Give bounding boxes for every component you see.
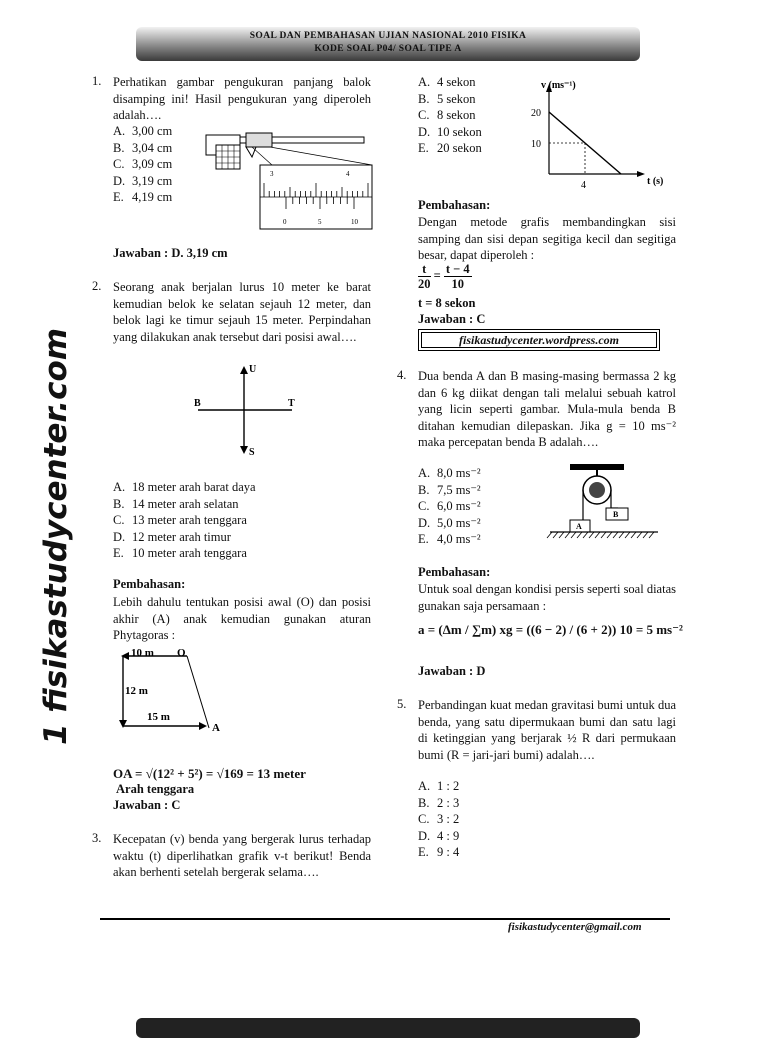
website-box: fisikastudycenter.wordpress.com xyxy=(418,329,660,351)
question-1-options xyxy=(113,123,172,206)
option-letter: B. xyxy=(418,795,430,810)
ground-hatch xyxy=(595,532,600,538)
ground-hatch xyxy=(577,532,582,538)
eq-right-num: t − 4 xyxy=(445,262,470,276)
question-2-answer: Jawaban : C xyxy=(113,798,181,812)
q3-option-e xyxy=(418,140,482,157)
option-text: 12 meter arah timur xyxy=(132,529,231,544)
option-letter: C. xyxy=(418,499,430,513)
pulley-diagram xyxy=(546,462,666,542)
option-letter: E. xyxy=(418,845,429,859)
q2-option-a xyxy=(113,479,256,496)
q5-option-e xyxy=(418,844,459,861)
ground-hatch xyxy=(619,532,624,538)
option-text: 9 : 4 xyxy=(437,845,460,859)
q1-option-a xyxy=(113,123,172,140)
path-label-12m: 12 m xyxy=(125,685,148,697)
ground-hatch xyxy=(613,532,618,538)
ground-hatch xyxy=(583,532,588,538)
graph-tick-10: 10 xyxy=(531,139,541,150)
ground-hatch xyxy=(553,532,558,538)
path-diagram xyxy=(115,644,230,736)
q3-option-c xyxy=(418,107,482,124)
option-letter: A. xyxy=(418,466,431,480)
option-text: 4 : 9 xyxy=(437,828,460,843)
question-2-solution-title: Pembahasan: xyxy=(113,577,186,591)
ground-hatch xyxy=(607,532,612,538)
scale-label-4: 4 xyxy=(346,170,350,178)
compass-west: B xyxy=(194,398,201,409)
option-text: 3,09 cm xyxy=(132,157,173,171)
eq-right-den: 10 xyxy=(451,277,465,291)
footer-bar xyxy=(136,1018,640,1038)
compass-north: U xyxy=(249,364,257,375)
q5-option-c xyxy=(418,811,459,828)
option-text: 7,5 ms⁻² xyxy=(437,482,481,497)
question-3-solution-title: Pembahasan: xyxy=(418,198,491,212)
question-3-answer: Jawaban : C xyxy=(418,312,486,326)
option-text: 18 meter arah barat daya xyxy=(132,480,256,494)
ground-hatch xyxy=(643,532,648,538)
ground-hatch xyxy=(637,532,642,538)
option-text: 4 sekon xyxy=(437,75,476,89)
q1-option-b xyxy=(113,140,172,157)
block-b-label: B xyxy=(613,510,619,519)
option-text: 20 sekon xyxy=(437,141,482,155)
question-4-solution-text: Untuk soal dengan kondisi persis seperti soal diatas gunakan saja persamaan : xyxy=(418,582,676,613)
option-letter: A. xyxy=(113,124,126,138)
option-letter: D. xyxy=(418,515,431,530)
path-label-a: A xyxy=(212,722,220,734)
option-text: 3,19 cm xyxy=(132,173,173,188)
question-4-formula: a = (Δm / ∑m) xg = ((6 − 2) / (6 + 2)) 10 = 5 ms⁻² xyxy=(418,622,683,637)
ground-hatch xyxy=(589,532,594,538)
option-text: 3,00 cm xyxy=(132,124,173,138)
footer-email: fisikastudycenter@gmail.com xyxy=(508,921,642,933)
q3-option-b xyxy=(418,91,482,108)
path-label-10m: 10 m xyxy=(131,647,154,659)
option-text: 10 sekon xyxy=(437,124,482,139)
footer-divider xyxy=(100,918,670,920)
option-text: 4,19 cm xyxy=(132,190,173,204)
question-3-options xyxy=(418,74,482,157)
q2-option-e xyxy=(113,545,256,562)
option-letter: B. xyxy=(113,496,125,511)
option-text: 6,0 ms⁻² xyxy=(437,499,481,513)
path-label-o: O xyxy=(177,647,186,659)
compass-diagram xyxy=(188,362,308,462)
ground-hatch xyxy=(601,532,606,538)
q5-option-a xyxy=(418,778,459,795)
option-letter: E. xyxy=(418,141,429,155)
option-letter: D. xyxy=(113,173,126,188)
vernier-label-5: 5 xyxy=(318,218,322,226)
header-subtitle: KODE SOAL P04/ SOAL TIPE A xyxy=(314,44,462,54)
ground-hatch xyxy=(547,532,552,538)
question-3-equation: $\frac{t}{20}$ = $\frac{t - 4}{10}$ xyxy=(418,262,470,291)
question-3-solution-text: Dengan metode grafis membandingkan sisi samping dan sisi depan segitiga kecil dan segitiga besar, dapat diperoleh : xyxy=(418,215,676,262)
page-header xyxy=(136,27,640,61)
vernier-label-10: 10 xyxy=(351,218,358,226)
option-letter: A. xyxy=(418,75,431,89)
option-text: 4,0 ms⁻² xyxy=(437,532,481,546)
ground-hatch xyxy=(559,532,564,538)
option-text: 3,04 cm xyxy=(132,140,173,155)
option-letter: A. xyxy=(113,480,126,494)
question-1-number: 1. xyxy=(92,74,102,88)
compass-south: S xyxy=(249,447,255,458)
side-watermark: 1 fisikastudycenter.com xyxy=(38,327,74,745)
q4-option-a xyxy=(418,465,481,482)
caliper-diagram xyxy=(200,125,380,233)
q2-option-b xyxy=(113,496,256,513)
q4-option-b xyxy=(418,482,481,499)
question-3-number: 3. xyxy=(92,831,102,845)
option-letter: C. xyxy=(113,157,125,171)
question-4-solution-title: Pembahasan: xyxy=(418,565,491,579)
question-2-solution-text: Lebih dahulu tentukan posisi awal (O) dan posisi akhir (A) anak kemudian gunakan aturan Phytagoras : xyxy=(113,595,371,642)
question-2-formula: OA = √(12² + 5²) = √169 = 13 meter xyxy=(113,766,306,781)
option-letter: D. xyxy=(418,828,431,843)
option-letter: E. xyxy=(418,532,429,546)
option-letter: B. xyxy=(418,482,430,497)
q2-option-c xyxy=(113,512,256,529)
eq-left-den: 20 xyxy=(418,277,431,291)
option-text: 5 sekon xyxy=(437,91,476,106)
option-letter: D. xyxy=(113,529,126,544)
graph-xlabel: t (s) xyxy=(647,176,664,187)
question-1-answer: Jawaban : D. 3,19 cm xyxy=(113,246,228,260)
option-letter: E. xyxy=(113,190,124,204)
option-text: 14 meter arah selatan xyxy=(132,496,239,511)
q5-option-d xyxy=(418,828,459,845)
question-3-text: Kecepatan (v) benda yang bergerak lurus terhadap waktu (t) diperlihatkan grafik v-t berikut! Benda akan berhenti setelah bergerak selama…. xyxy=(113,832,371,879)
block-a-label: A xyxy=(576,522,582,531)
graph-tick-20: 20 xyxy=(531,108,541,119)
q2-option-d xyxy=(113,529,256,546)
option-letter: A. xyxy=(418,779,431,793)
question-5-number: 5. xyxy=(397,697,407,711)
q5-option-b xyxy=(418,795,459,812)
scale-label-3: 3 xyxy=(270,170,274,178)
option-letter: C. xyxy=(113,513,125,527)
graph-tick-4: 4 xyxy=(581,180,586,191)
question-5-text: Perbandingan kuat medan gravitasi bumi untuk dua benda, yang satu dipermukaan bumi dan satu lagi di ketinggian yang berjarak ½ R dari permukaan bumi (R = jari-jari bumi) adalah…. xyxy=(418,698,676,762)
compass-east: T xyxy=(288,398,295,409)
question-2-direction: Arah tenggara xyxy=(116,782,195,796)
question-2-options xyxy=(113,479,256,562)
option-letter: E. xyxy=(113,546,124,560)
ground-hatch xyxy=(649,532,654,538)
option-text: 8,0 ms⁻² xyxy=(437,466,481,480)
option-letter: B. xyxy=(113,140,125,155)
graph-ylabel: v (ms⁻¹) xyxy=(541,80,576,91)
option-text: 13 meter arah tenggara xyxy=(132,513,247,527)
q1-option-d xyxy=(113,173,172,190)
option-text: 2 : 3 xyxy=(437,795,460,810)
option-text: 5,0 ms⁻² xyxy=(437,515,481,530)
q4-option-c xyxy=(418,498,481,515)
question-3-result: t = 8 sekon xyxy=(418,296,476,310)
question-4-answer: Jawaban : D xyxy=(418,664,486,678)
option-letter: D. xyxy=(418,124,431,139)
vernier-label-0: 0 xyxy=(283,218,287,226)
option-letter: C. xyxy=(418,108,430,122)
ground-hatch xyxy=(571,532,576,538)
option-text: 1 : 2 xyxy=(437,779,460,793)
ground-hatch xyxy=(631,532,636,538)
ground-hatch xyxy=(565,532,570,538)
question-2-number: 2. xyxy=(92,279,102,293)
vt-graph xyxy=(525,74,675,192)
q1-option-e xyxy=(113,189,172,206)
eq-left-num: t xyxy=(418,262,431,277)
question-1-text: Perhatikan gambar pengukuran panjang balok disamping ini! Hasil pengukuran yang diperoleh adalah…. xyxy=(113,75,371,122)
ground-hatch xyxy=(625,532,630,538)
q1-option-c xyxy=(113,156,172,173)
question-4-number: 4. xyxy=(397,368,407,382)
option-text: 8 sekon xyxy=(437,108,476,122)
q3-option-a xyxy=(418,74,482,91)
question-4-text: Dua benda A dan B masing-masing bermassa 2 kg dan 6 kg diikat dengan tali melalui sebuah katrol yang licin seperti gambar. Mula-mula benda B ditahan kemudian dilepaskan. Jika g = 10 ms⁻² maka percepatan benda B adalah…. xyxy=(418,369,676,449)
option-text: 10 meter arah tenggara xyxy=(132,546,247,560)
question-4-options xyxy=(418,465,481,548)
option-letter: B. xyxy=(418,91,430,106)
option-text: 3 : 2 xyxy=(437,812,460,826)
q4-option-e xyxy=(418,531,481,548)
option-letter: C. xyxy=(418,812,430,826)
header-title: SOAL DAN PEMBAHASAN UJIAN NASIONAL 2010 FISIKA xyxy=(249,31,527,41)
q3-option-d xyxy=(418,124,482,141)
path-label-15m: 15 m xyxy=(147,711,170,723)
question-5-options xyxy=(418,778,459,861)
question-2-text: Seorang anak berjalan lurus 10 meter ke barat kemudian belok ke selatan sejauh 12 meter, dan belok lagi ke timur sejauh 15 meter. Perpindahan yang dilakukan anak tersebut dari posisi awal…. xyxy=(113,280,371,344)
q4-option-d xyxy=(418,515,481,532)
